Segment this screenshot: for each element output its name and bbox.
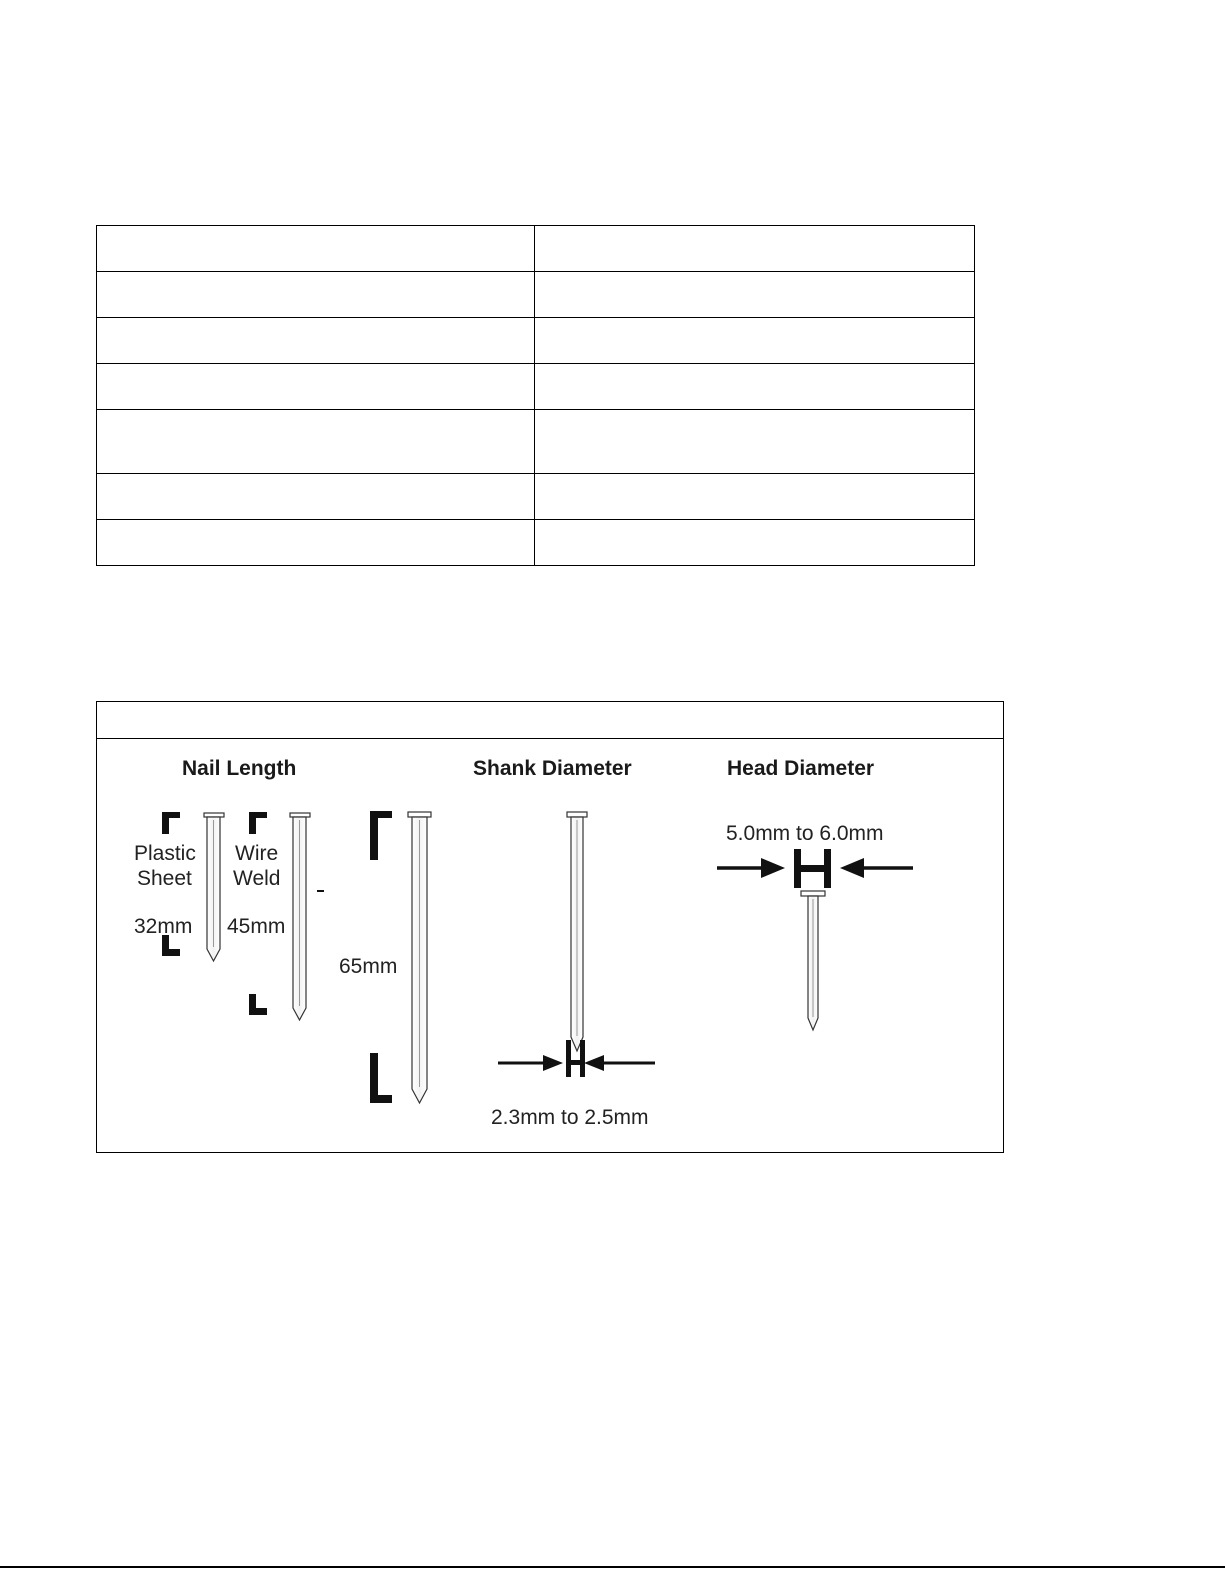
table-cell bbox=[97, 226, 535, 272]
table-row bbox=[97, 226, 975, 272]
shank-diameter-range: 2.3mm to 2.5mm bbox=[491, 1106, 649, 1129]
footer-rule bbox=[0, 1566, 1225, 1568]
table-cell bbox=[535, 410, 975, 474]
arrow-right-icon bbox=[761, 858, 785, 878]
bracket-bottom-icon bbox=[162, 935, 180, 956]
table-row bbox=[97, 474, 975, 520]
plastic-sheet-label: Plastic bbox=[134, 842, 196, 865]
wire-weld-label: Wire bbox=[235, 842, 279, 865]
table-cell bbox=[535, 226, 975, 272]
nail-length-title: Nail Length bbox=[182, 757, 297, 780]
table-cell bbox=[97, 364, 535, 410]
table-cell bbox=[97, 520, 535, 566]
shank-diameter-title: Shank Diameter bbox=[473, 757, 632, 780]
bracket-top-icon bbox=[370, 811, 392, 860]
table-cell bbox=[535, 520, 975, 566]
plastic-sheet-length: 32mm bbox=[134, 915, 193, 938]
plastic-sheet-label: Sheet bbox=[137, 867, 192, 890]
bracket-top-icon bbox=[249, 812, 267, 834]
table-row bbox=[97, 272, 975, 318]
table-row bbox=[97, 318, 975, 364]
table-cell bbox=[97, 474, 535, 520]
bracket-bottom-icon bbox=[249, 994, 267, 1015]
bracket-top-icon bbox=[162, 812, 180, 834]
shank-nail-illustration bbox=[567, 812, 587, 1051]
arrow-right-icon bbox=[543, 1055, 563, 1071]
table-cell bbox=[97, 318, 535, 364]
spec-table bbox=[96, 225, 975, 566]
table-cell bbox=[97, 272, 535, 318]
table-cell bbox=[535, 474, 975, 520]
arrow-left-icon bbox=[840, 858, 864, 878]
head-diameter-marker bbox=[717, 849, 913, 888]
arrow-left-icon bbox=[584, 1055, 604, 1071]
head-diameter-range: 5.0mm to 6.0mm bbox=[726, 822, 884, 845]
max-length-label: 65mm bbox=[339, 955, 398, 978]
bracket-bottom-icon bbox=[370, 1053, 392, 1103]
table-row bbox=[97, 364, 975, 410]
table-cell bbox=[535, 364, 975, 410]
head-nail-illustration bbox=[801, 891, 825, 1030]
head-diameter-title: Head Diameter bbox=[727, 757, 875, 780]
table-cell bbox=[535, 318, 975, 364]
wire-weld-length: 45mm bbox=[227, 915, 286, 938]
table-row bbox=[97, 520, 975, 566]
table-row bbox=[97, 410, 975, 474]
wire-weld-label: Weld bbox=[233, 867, 281, 890]
table-cell bbox=[97, 410, 535, 474]
table-cell bbox=[535, 272, 975, 318]
nail-spec-figure bbox=[96, 701, 1004, 1153]
nail-diagram bbox=[97, 702, 1003, 1152]
